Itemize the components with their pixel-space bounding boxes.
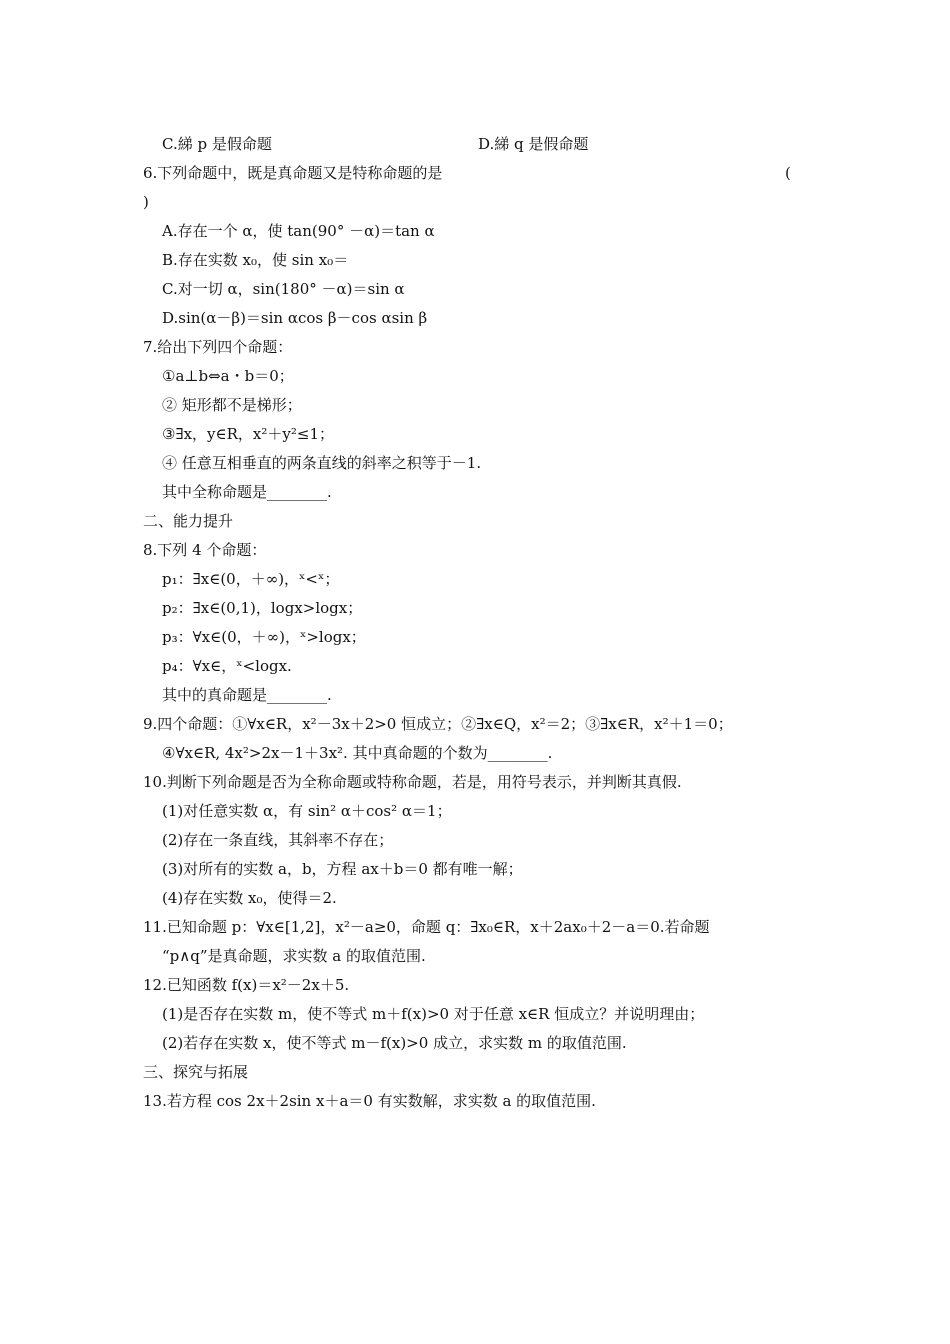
text-line: 其中的真命题是________. bbox=[162, 686, 332, 704]
text-line: D.sin(α－β)＝sin αcos β－cos αsin β bbox=[162, 309, 428, 327]
text-line: C.对一切 α，sin(180° －α)＝sin α bbox=[162, 280, 405, 298]
text-line: (2)存在一条直线，其斜率不存在； bbox=[162, 831, 394, 849]
text-line: A.存在一个 α，使 tan(90° －α)＝tan α bbox=[162, 222, 435, 240]
text-line: ③∃x，y∈R，x²＋y²≤1； bbox=[162, 425, 334, 443]
text-line: B.存在实数 x₀，使 sin x₀＝ bbox=[162, 251, 349, 269]
text-line: (1)是否存在实数 m，使不等式 m＋f(x)>0 对于任意 x∈R 恒成立？并说明理由； bbox=[162, 1005, 705, 1023]
text-line: C.綈 p 是假命题 bbox=[162, 135, 272, 153]
text-line: “p∧q”是真命题，求实数 a 的取值范围. bbox=[162, 947, 426, 965]
text-line: 8.下列 4 个命题： bbox=[143, 541, 267, 559]
text-line: p₃：∀x∈(0，＋∞)，ˣ>logx； bbox=[162, 628, 366, 646]
text-line: 11.已知命题 p：∀x∈[1,2]，x²－a≥0，命题 q：∃x₀∈R，x＋2ax₀＋2－a＝0.若命题 bbox=[143, 918, 710, 936]
text-line: 13.若方程 cos 2x＋2sin x＋a＝0 有实数解，求实数 a 的取值范围. bbox=[143, 1092, 596, 1110]
text-line: (3)对所有的实数 a，b，方程 ax＋b＝0 都有唯一解； bbox=[162, 860, 523, 878]
text-line: p₄：∀x∈，ˣ<logx. bbox=[162, 657, 292, 675]
text-line: 12.已知函数 f(x)＝x²－2x＋5. bbox=[143, 976, 350, 994]
option-d-q-false: D.綈 q 是假命题 bbox=[478, 135, 589, 153]
text-line: 二、能力提升 bbox=[143, 512, 234, 530]
text-line: 6.下列命题中，既是真命题又是特称命题的是 bbox=[143, 164, 443, 182]
text-line: 10.判断下列命题是否为全称命题或特称命题，若是，用符号表示，并判断其真假. bbox=[143, 773, 682, 791]
text-line: ④ 任意互相垂直的两条直线的斜率之积等于－1. bbox=[162, 454, 482, 472]
text-line: (1)对任意实数 α，有 sin² α＋cos² α＝1； bbox=[162, 802, 452, 820]
text-line: ①a⊥b⇔a・b＝0； bbox=[162, 367, 294, 385]
text-line: p₁：∃x∈(0，＋∞)，ˣ<ˣ； bbox=[162, 570, 340, 588]
text-line: 三、探究与拓展 bbox=[143, 1063, 249, 1081]
text-line: (2)若存在实数 x，使不等式 m－f(x)>0 成立，求实数 m 的取值范围. bbox=[162, 1034, 627, 1052]
text-line: ) bbox=[143, 193, 149, 211]
answer-bracket-open: ( bbox=[785, 164, 791, 182]
text-line: 7.给出下列四个命题： bbox=[143, 338, 293, 356]
text-line: 其中全称命题是________. bbox=[162, 483, 332, 501]
text-line: 9.四个命题：①∀x∈R，x²－3x＋2>0 恒成立；②∃x∈Q，x²＝2；③∃x∈R，x²＋1＝0； bbox=[143, 715, 733, 733]
text-line: (4)存在实数 x₀，使得＝2. bbox=[162, 889, 337, 907]
text-line: ② 矩形都不是梯形； bbox=[162, 396, 302, 414]
text-line: ④∀x∈R, 4x²>2x－1＋3x². 其中真命题的个数为________. bbox=[162, 744, 553, 762]
text-line: p₂：∃x∈(0,1)，logx>logx； bbox=[162, 599, 363, 617]
